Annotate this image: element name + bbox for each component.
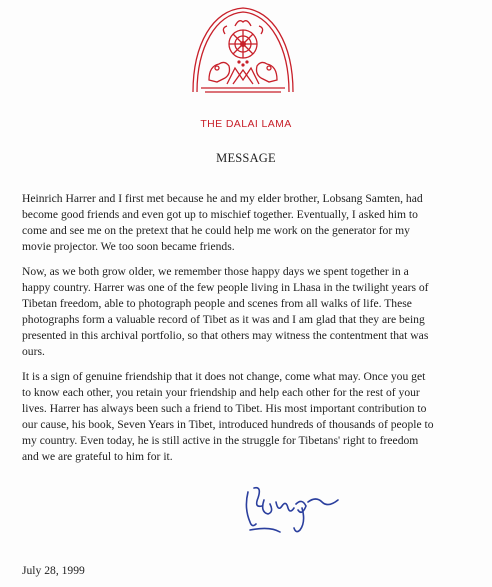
document-title: MESSAGE <box>216 151 276 165</box>
paragraph-line: my country. Even today, he is still active in the struggle for Tibetans' right to freedom <box>22 434 419 447</box>
handwritten-signature <box>240 478 350 538</box>
paragraph-line: It is a sign of genuine friendship that it does not change, come what may. Once you get <box>22 370 426 383</box>
dalai-lama-seal-emblem <box>187 4 299 98</box>
paragraph-2 <box>22 264 482 360</box>
paragraph-1 <box>22 191 482 255</box>
paragraph-line: become good friends and even got up to mischief together. Eventually, I asked him to <box>22 208 418 221</box>
organization-name: THE DALAI LAMA <box>200 118 292 130</box>
paragraph-line: lives. Harrer has always been such a friend to Tibet. His most important contribution to <box>22 402 427 415</box>
paragraph-line: and we are grateful to him for it. <box>22 450 173 463</box>
paragraph-line: to know each other, you retain your friendship and help each other for the rest of your <box>22 386 420 399</box>
paragraph-line: photographs form a valuable record of Tibet as it was and I am glad that they are being <box>22 313 425 326</box>
paragraph-line: presented in this archival portfolio, so that others may witness the contentment that was <box>22 329 429 342</box>
letter-date: July 28, 1999 <box>22 564 85 577</box>
paragraph-line: Tibetan freedom, able to photograph people and scenes from all walks of life. These <box>22 297 412 310</box>
paragraph-3 <box>22 369 482 465</box>
paragraph-line: come and see me on the pretext that he could help me work on the generator for my <box>22 224 410 237</box>
paragraph-line: movie projector. We too soon became friends. <box>22 240 235 253</box>
paragraph-line: Now, as we both grow older, we remember those happy days we spent together in a <box>22 265 409 278</box>
paragraph-line: our cause, his book, Seven Years in Tibet, introduced hundreds of thousands of people to <box>22 418 434 431</box>
paragraph-line: happy country. Harrer was one of the few people living in Lhasa in the twilight years of <box>22 281 429 294</box>
paragraph-line: Heinrich Harrer and I first met because he and my elder brother, Lobsang Samten, had <box>22 192 423 205</box>
paragraph-line: ours. <box>22 345 45 358</box>
